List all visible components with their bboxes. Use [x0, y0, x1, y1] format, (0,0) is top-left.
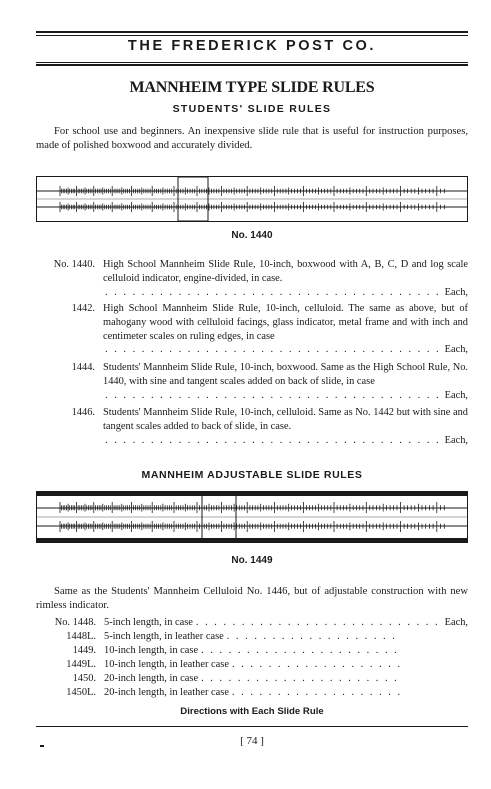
directions-note: Directions with Each Slide Rule	[180, 706, 324, 717]
item-description: 20-inch length, in case	[104, 673, 199, 684]
leader-dots	[201, 645, 401, 656]
item-number: 1449L.	[66, 659, 96, 670]
item-price-label: Each,	[444, 617, 468, 628]
item-number: No. 1440.	[53, 259, 95, 270]
item-description: 20-inch length, in leather case	[104, 687, 229, 698]
header-rule-bottom	[36, 62, 468, 63]
slide-rule-1440-image	[36, 176, 468, 222]
list-item-1446	[36, 406, 468, 450]
figure-1449-caption: No. 1449	[231, 555, 273, 566]
leader-dots	[227, 631, 401, 642]
figure-1440-caption: No. 1440	[231, 230, 273, 241]
list-item-1450L	[36, 687, 468, 701]
page-subtitle: STUDENTS' SLIDE RULES	[172, 103, 332, 115]
header-rule-bottom-thick	[36, 64, 468, 66]
section-title-adjustable: MANNHEIM ADJUSTABLE SLIDE RULES	[141, 469, 363, 481]
header-rule-top-thin	[36, 35, 468, 36]
page-number: [ 74 ]	[240, 735, 264, 747]
item-description: 10-inch length, in leather case	[104, 659, 229, 670]
item-price-label: Each,	[444, 344, 468, 356]
item-number: 1446.	[71, 407, 95, 418]
item-number: 1444.	[71, 362, 95, 373]
paragraph-1449: Same as the Students' Mannheim Celluloid No. 1446, but of adjustable construction with new rimless indicator.	[36, 586, 468, 611]
item-number: 1450.	[72, 673, 96, 684]
item-description: 10-inch length, in case	[104, 645, 199, 656]
item-description: High School Mannheim Slide Rule, 10-inch, celluloid. The same as above, but of mahogany wood with celluloid facings, glass indicator, metal frame and with inch and centimeter scales on ruling edges, in case	[103, 303, 468, 342]
item-number: 1442.	[71, 303, 95, 314]
list-item-1450	[36, 673, 468, 687]
list-item-1449	[36, 645, 468, 659]
footer-rule	[36, 726, 468, 727]
leader-dots	[232, 659, 401, 670]
item-number: 1449.	[72, 645, 96, 656]
page-title: MANNHEIM TYPE SLIDE RULES	[129, 79, 375, 96]
leader-dots	[232, 687, 401, 698]
leader-dots	[196, 617, 442, 628]
item-number: 1450L.	[66, 687, 96, 698]
leader-dots	[105, 434, 443, 448]
item-number: 1448L.	[66, 631, 96, 642]
item-description: Students' Mannheim Slide Rule, 10-inch, celluloid. Same as No. 1442 but with sine and tangent scales added to back of slide, in case.	[103, 407, 468, 432]
item-description: Students' Mannheim Slide Rule, 10-inch, boxwood. Same as the High School Rule, No. 1440, with sine and tangent scales added on back of slide, in case	[103, 362, 468, 387]
intro-paragraph: For school use and beginners. An inexpensive slide rule that is useful for instruction purposes, made of polished boxwood and accurately divided.	[36, 126, 468, 151]
item-price-label: Each,	[444, 286, 468, 298]
item-description: 5-inch length, in case	[104, 617, 193, 628]
margin-mark	[40, 745, 44, 747]
company-header: THE FREDERICK POST CO.	[127, 38, 377, 54]
list-item-1444	[36, 361, 468, 405]
item-price-label: Each,	[444, 434, 468, 446]
list-item-1449L	[36, 659, 468, 673]
list-item-1448L	[36, 631, 468, 645]
slide-rule-1449-image	[36, 491, 468, 543]
leader-dots	[105, 389, 443, 403]
leader-dots	[201, 673, 401, 684]
leader-dots	[105, 286, 443, 300]
item-price-label: Each,	[444, 389, 468, 401]
list-item-1442	[36, 302, 468, 360]
header-rule-top	[36, 31, 468, 33]
item-description: High School Mannheim Slide Rule, 10-inch, boxwood with A, B, C, D and log scale celluloid indicator, engine-divided, in case.	[103, 259, 468, 284]
list-item-1440	[36, 258, 468, 302]
list-item-1448	[36, 617, 468, 631]
item-description: 5-inch length, in leather case	[104, 631, 224, 642]
leader-dots	[105, 343, 443, 357]
item-number: No. 1448.	[54, 617, 96, 628]
